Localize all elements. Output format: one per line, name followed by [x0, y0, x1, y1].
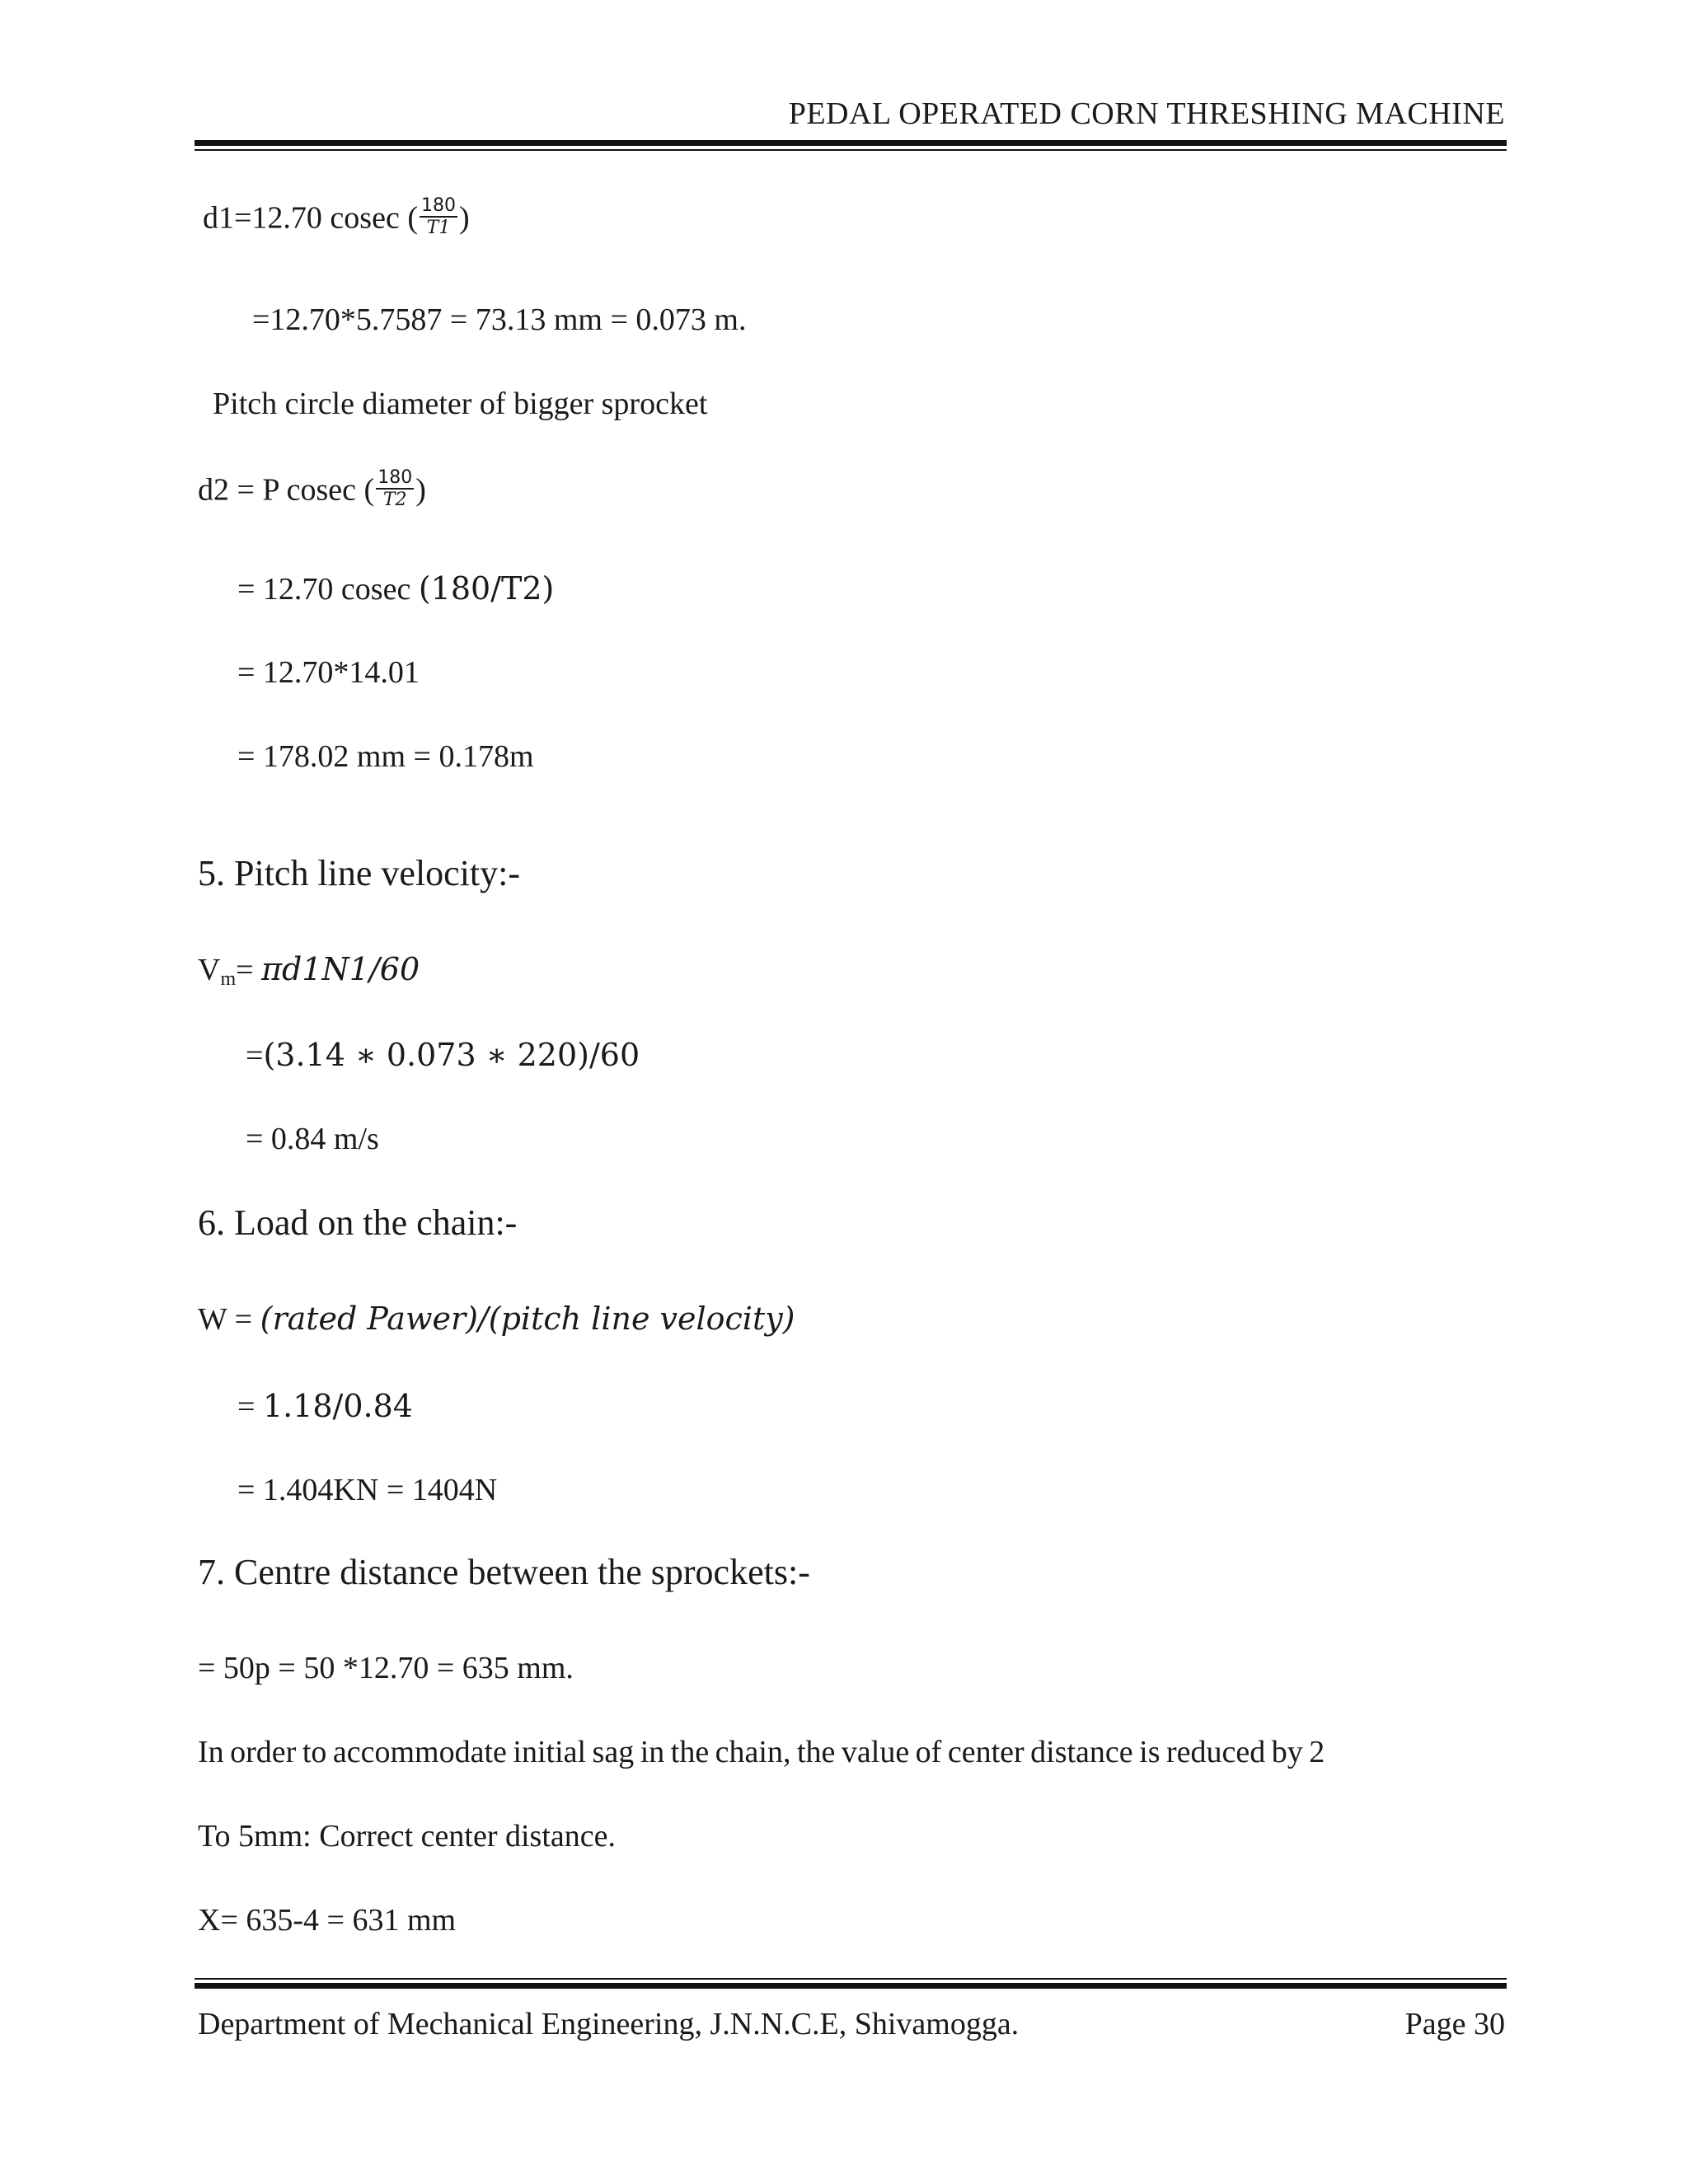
section-7-heading: 7. Centre distance between the sprockets:- [198, 1552, 810, 1592]
vm-step-2: = 0.84 m/s [246, 1122, 379, 1156]
w-formula [198, 1301, 795, 1338]
corrected-centre-distance: X= 635-4 = 631 mm [198, 1903, 457, 1938]
header-rule-thick [195, 140, 1507, 146]
footer-page-number: Page 30 [1404, 2007, 1505, 2041]
d1-fraction-numerator: 180 [420, 195, 456, 216]
d2-fraction-denominator: T2 [382, 490, 407, 510]
d1-fraction [420, 196, 457, 239]
w-expression: (rated Pawer)/(pitch line velocity) [260, 1301, 795, 1337]
section-6-heading: 6. Load on the chain:- [198, 1202, 518, 1243]
header-rule-thin [195, 149, 1507, 151]
d2-step-1 [237, 570, 554, 607]
d2-fraction-numerator: 180 [377, 467, 413, 488]
d2-step-2: = 12.70*14.01 [237, 655, 420, 690]
d2-prefix: d2 = P cosec ( [198, 472, 375, 508]
pcd-bigger-sprocket-label: Pitch circle diameter of bigger sprocket [213, 387, 708, 421]
footer-rule-thick [195, 1983, 1507, 1989]
w-step-1-math: 1.18/0.84 [262, 1388, 413, 1424]
section-5-heading: 5. Pitch line velocity:- [198, 853, 521, 893]
vm-step-1-math: (3.14 ∗ 0.073 ∗ 220)/60 [263, 1037, 640, 1073]
d1-result: =12.70*5.7587 = 73.13 mm = 0.073 m. [252, 302, 747, 337]
w-step-1-equals: = [237, 1390, 263, 1424]
centre-distance-paragraph-line-2: To 5mm: Correct center distance. [198, 1819, 616, 1854]
d1-formula [203, 195, 470, 242]
running-header: PEDAL OPERATED CORN THRESHING MACHINE [788, 96, 1505, 131]
w-step-1 [237, 1388, 413, 1425]
vm-subscript: m [220, 968, 237, 990]
d2-fraction [376, 468, 414, 511]
vm-expression: πd1N1/60 [261, 951, 420, 987]
vm-step-1 [246, 1037, 640, 1074]
w-prefix: W = [198, 1302, 260, 1337]
w-step-2: = 1.404KN = 1404N [237, 1473, 498, 1507]
vm-label: V [198, 953, 221, 987]
d2-step-3: = 178.02 mm = 0.178m [237, 739, 534, 774]
vm-equals: = [236, 953, 262, 987]
vm-formula [198, 951, 420, 991]
d1-prefix: d1=12.70 cosec ( [203, 200, 418, 236]
d2-formula [198, 467, 426, 514]
vm-step-1-equals: = [246, 1038, 264, 1073]
d1-suffix: ) [458, 200, 470, 236]
centre-distance-paragraph-line-1: In order to accommodate initial sag in the chain, the value of center distance is reduced by 2 [198, 1735, 1325, 1769]
d2-step-1-math: (180/T2) [418, 570, 555, 607]
footer-department: Department of Mechanical Engineering, J.N.N.C.E, Shivamogga. [198, 2007, 1020, 2041]
d2-step-1-text: = 12.70 cosec [237, 572, 419, 607]
d1-fraction-denominator: T1 [426, 218, 451, 238]
centre-distance-equation: = 50p = 50 *12.70 = 635 mm. [198, 1651, 574, 1685]
footer-rule-thin [195, 1978, 1507, 1980]
d2-suffix: ) [415, 472, 426, 508]
